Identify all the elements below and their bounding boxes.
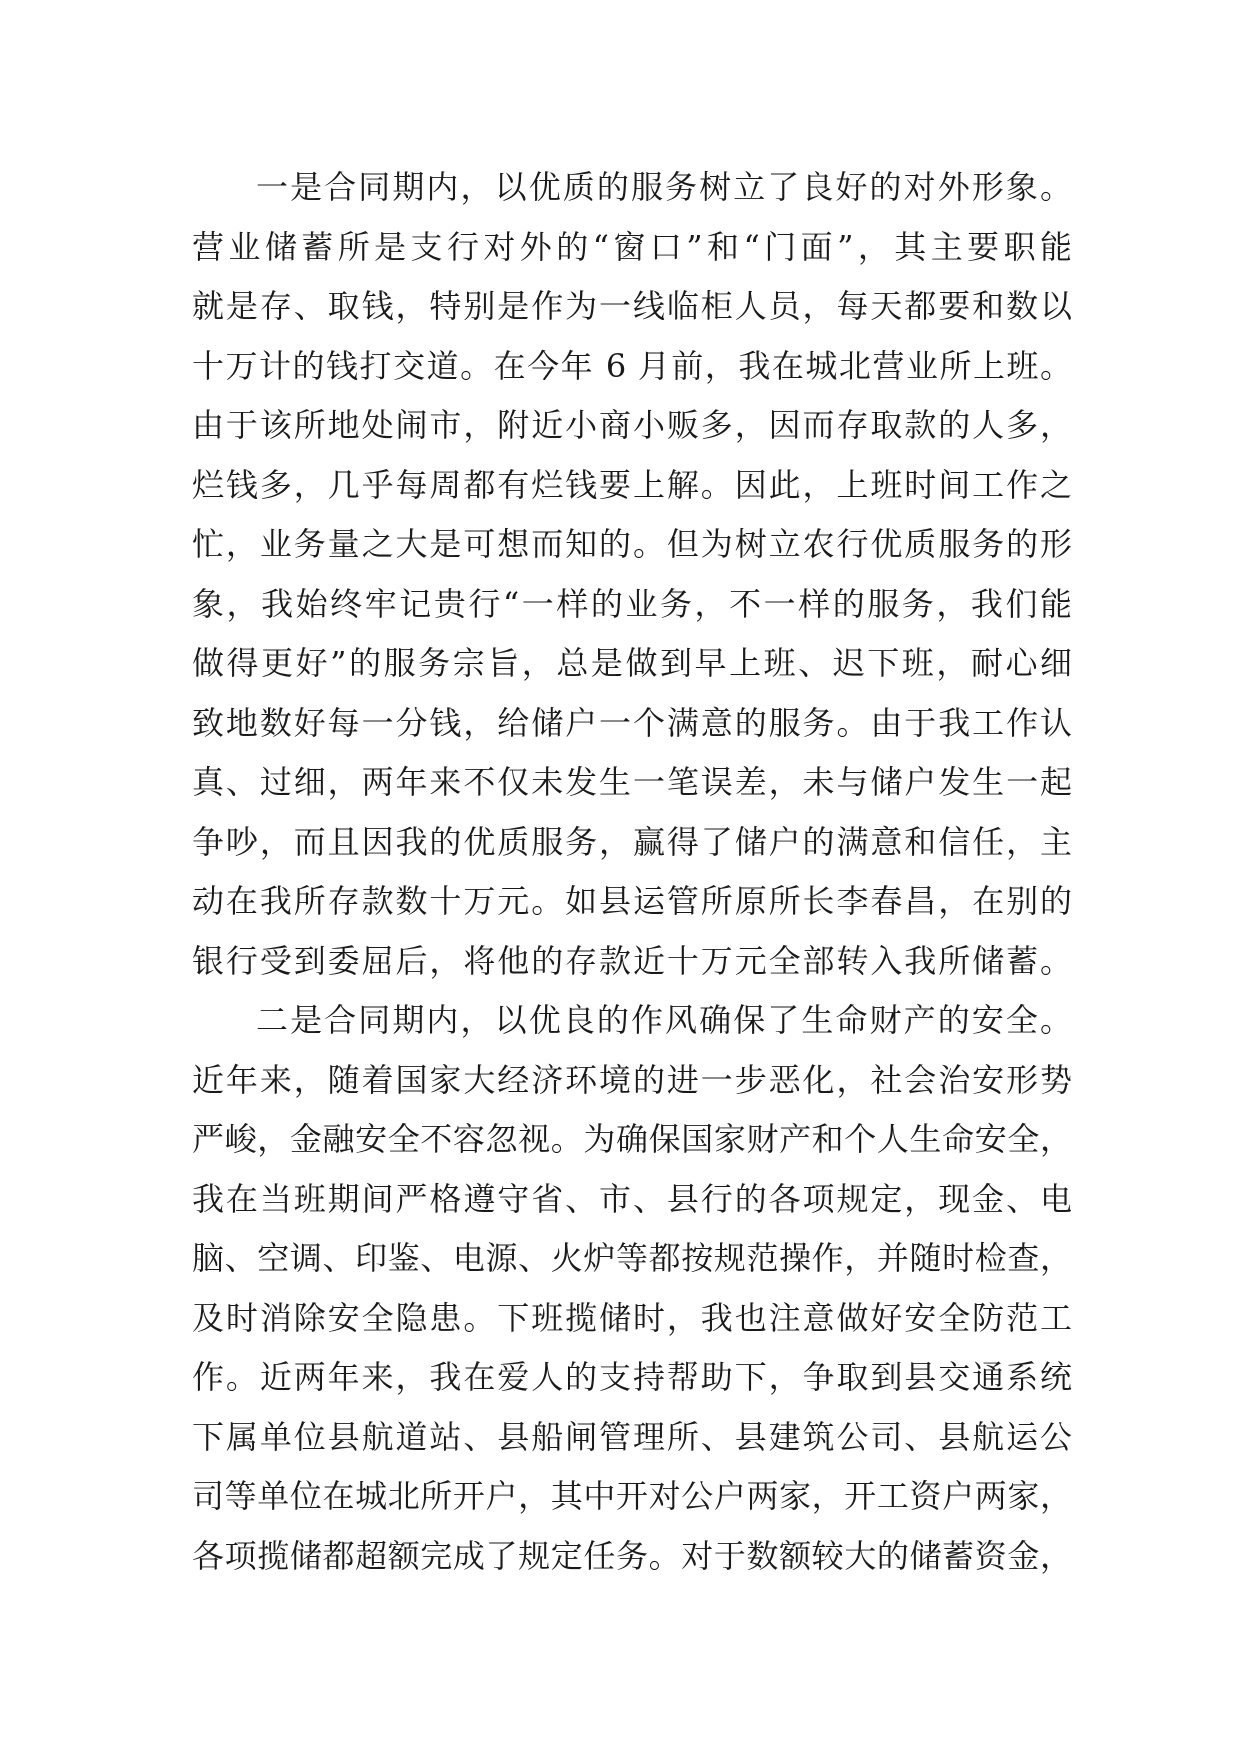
text-line: 近年来，随着国家大经济环境的进一步恶化，社会治安形势 [192, 1060, 1072, 1099]
text-line: 真、过细，两年来不仅未发生一笔误差，未与储户发生一起 [192, 763, 1072, 801]
text-line: 严峻，金融安全不容忽视。为确保国家财产和个人生命安全， [192, 1120, 1072, 1158]
text-line: 司等单位在城北所开户，其中开对公户两家，开工资户两家， [192, 1477, 1072, 1515]
text-line: 各项揽储都超额完成了规定任务。对于数额较大的储蓄资金， [192, 1536, 1072, 1575]
text-line: 做得更好”的服务宗旨，总是做到早上班、迟下班，耐心细 [192, 644, 1072, 682]
text-line: 象，我始终牢记贵行“一样的业务，不一样的服务，我们能 [192, 584, 1072, 623]
body-text [192, 158, 1072, 1586]
text-line: 由于该所地处闹市，附近小商小贩多，因而存取款的人多， [192, 406, 1072, 444]
text-line: 就是存、取钱，特别是作为一线临柜人员，每天都要和数以 [192, 287, 1072, 325]
text-line: 致地数好每一分钱，给储户一个满意的服务。由于我工作认 [192, 703, 1072, 742]
text-line: 脑、空调、印鉴、电源、火炉等都按规范操作，并随时检查， [192, 1239, 1072, 1277]
text-line: 及时消除安全隐患。下班揽储时，我也注意做好安全防范工 [192, 1298, 1072, 1337]
text-line: 二是合同期内，以优良的作风确保了生命财产的安全。 [256, 1001, 1072, 1039]
text-line: 银行受到委屈后，将他的存款近十万元全部转入我所储蓄。 [192, 941, 1072, 980]
text-line: 争吵，而且因我的优质服务，赢得了储户的满意和信任，主 [192, 822, 1072, 861]
text-line: 营业储蓄所是支行对外的“窗口”和“门面”，其主要职能 [192, 227, 1072, 266]
text-line: 下属单位县航道站、县船闸管理所、县建筑公司、县航运公 [192, 1417, 1072, 1456]
text-line: 一是合同期内，以优质的服务树立了良好的对外形象。 [256, 168, 1072, 206]
text-line: 作。近两年来，我在爱人的支持帮助下，争取到县交通系统 [192, 1358, 1072, 1396]
text-line: 动在我所存款数十万元。如县运管所原所长李春昌，在别的 [192, 882, 1072, 920]
text-line: 忙，业务量之大是可想而知的。但为树立农行优质服务的形 [192, 525, 1072, 563]
text-line: 十万计的钱打交道。在今年 6 月前，我在城北营业所上班。 [192, 346, 1072, 385]
text-line: 烂钱多，几乎每周都有烂钱要上解。因此，上班时间工作之 [192, 465, 1072, 504]
text-line: 我在当班期间严格遵守省、市、县行的各项规定，现金、电 [192, 1179, 1072, 1218]
